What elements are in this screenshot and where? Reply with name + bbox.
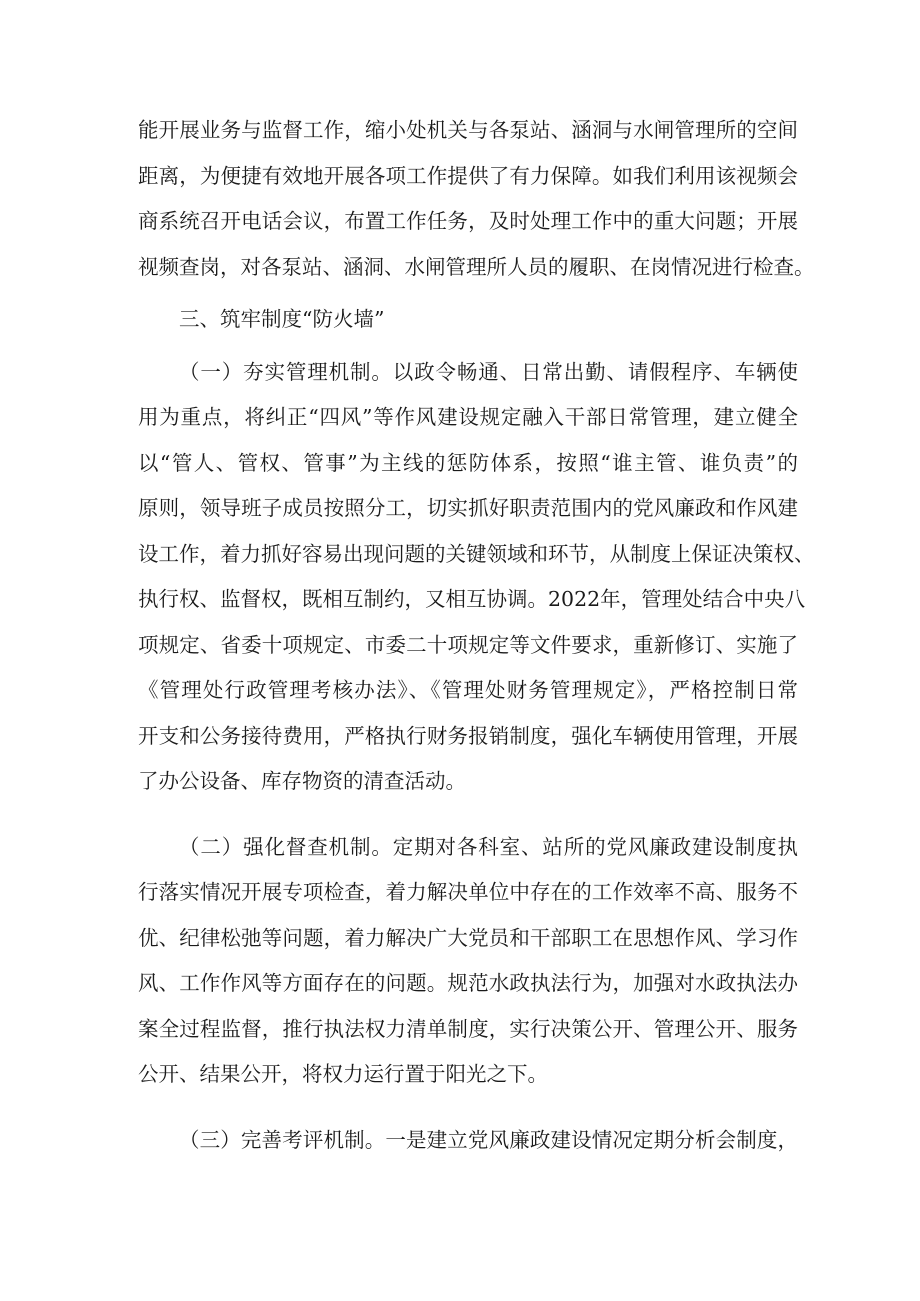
- paragraph-line: 案全过程监督，推行执法权力清单制度，实行决策公开、管理公开、服务: [138, 1016, 798, 1041]
- paragraph-last-line: 了办公设备、库存物资的清查活动。: [138, 769, 466, 793]
- paragraph-line: 风、工作作风等方面存在的问题。规范水政执法行为，加强对水政执法办: [138, 971, 798, 995]
- paragraph-line: 《管理处行政管理考核办法》、《管理处财务管理规定》，严格控制日常: [138, 678, 798, 702]
- paragraph-line: 视频查岗，对各泵站、涵洞、水闸管理所人员的履职、在岗情况进行检查。: [138, 254, 815, 279]
- paragraph-line: 行落实情况开展专项检查，着力解决单位中存在的工作效率不高、服务不: [138, 880, 798, 904]
- paragraph-line: 原则，领导班子成员按照分工，切实抓好职责范围内的党风廉政和作风建: [138, 496, 798, 520]
- document-body: [138, 108, 815, 1163]
- paragraph-first-line: （二）强化督查机制。定期对各科室、站所的党风廉政建设制度执: [179, 834, 798, 859]
- paragraph-line: 执行权、监督权，既相互制约，又相互协调。2022年，管理处结合中央八: [138, 587, 806, 611]
- paragraph-first-line: （一）夯实管理机制。以政令畅通、日常出勤、请假程序、车辆使: [179, 359, 798, 384]
- paragraph-line: 设工作，着力抓好容易出现问题的关键领域和环节，从制度上保证决策权、: [138, 541, 815, 566]
- paragraph-line: 以“管人、管权、管事”为主线的惩防体系，按照“谁主管、谁负责”的: [138, 450, 798, 475]
- paragraph-last-line: 公开、结果公开，将权力运行置于阳光之下。: [138, 1062, 548, 1086]
- paragraph-line: 项规定、省委十项规定、市委二十项规定等文件要求，重新修订、实施了: [138, 632, 798, 657]
- paragraph-line: 距离，为便捷有效地开展各项工作提供了有力保障。如我们利用该视频会: [138, 163, 798, 188]
- paragraph-line: 能开展业务与监督工作，缩小处机关与各泵站、涵洞与水闸管理所的空间: [138, 118, 798, 142]
- paragraph-line: 用为重点，将纠正“四风”等作风建设规定融入干部日常管理，建立健全: [138, 405, 798, 429]
- section-heading: 三、筑牢制度“防火墙”: [179, 307, 385, 331]
- paragraph-line: 开支和公务接待费用，严格执行财务报销制度，强化车辆使用管理，开展: [138, 723, 798, 748]
- paragraph-line: 商系统召开电话会议，布置工作任务，及时处理工作中的重大问题；开展: [138, 209, 798, 233]
- paragraph-line: 优、纪律松弛等问题，着力解决广大党员和干部职工在思想作风、学习作: [138, 925, 798, 950]
- paragraph-first-line: （三）完善考评机制。一是建立党风廉政建设情况定期分析会制度，: [179, 1127, 798, 1152]
